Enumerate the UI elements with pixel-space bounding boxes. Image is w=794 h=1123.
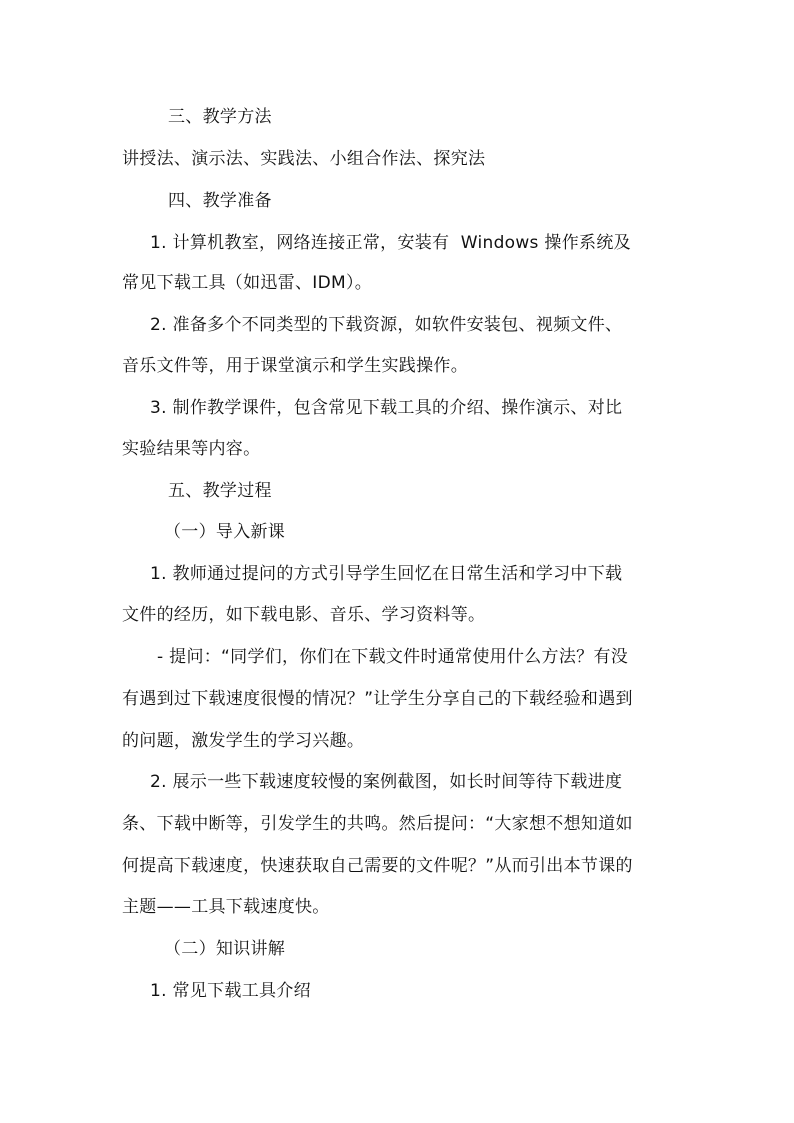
paragraph-line: 实验结果等内容。	[122, 439, 261, 459]
subheading-knowledge-explanation: （二）知识讲解	[164, 939, 286, 959]
paragraph-line: 2. 准备多个不同类型的下载资源，如软件安装包、视频文件、	[150, 315, 623, 335]
subheading-introduction: （一）导入新课	[164, 522, 286, 542]
paragraph-line: - 提问：“同学们，你们在下载文件时通常使用什么方法？有没	[157, 647, 629, 667]
paragraph-line: 文件的经历，如下载电影、音乐、学习资料等。	[122, 605, 486, 625]
paragraph-line: 的问题，激发学生的学习兴趣。	[122, 731, 365, 751]
paragraph-line: 1. 计算机教室，网络连接正常，安装有 Windows 操作系统及	[150, 233, 631, 253]
paragraph-line: 有遇到过下载速度很慢的情况？”让学生分享自己的下载经验和遇到	[122, 689, 633, 709]
paragraph-line: 1. 常见下载工具介绍	[150, 981, 311, 1001]
teaching-methods-list: 讲授法、演示法、实践法、小组合作法、探究法	[122, 149, 486, 169]
heading-teaching-process: 五、教学过程	[168, 481, 272, 501]
paragraph-line: 1. 教师通过提问的方式引导学生回忆在日常生活和学习中下载	[150, 564, 623, 584]
paragraph-line: 3. 制作教学课件，包含常见下载工具的介绍、操作演示、对比	[150, 398, 623, 418]
paragraph-line: 条、下载中断等，引发学生的共鸣。然后提问：“大家想不想知道如	[122, 814, 633, 834]
paragraph-line: 何提高下载速度，快速获取自己需要的文件呢？”从而引出本节课的	[122, 856, 633, 876]
paragraph-line: 音乐文件等，用于课堂演示和学生实践操作。	[122, 356, 468, 376]
paragraph-line: 主题——工具下载速度快。	[122, 897, 330, 917]
paragraph-line: 2. 展示一些下载速度较慢的案例截图，如长时间等待下载进度	[150, 772, 623, 792]
heading-teaching-methods: 三、教学方法	[168, 107, 272, 127]
heading-teaching-preparation: 四、教学准备	[168, 191, 272, 211]
paragraph-line: 常见下载工具（如迅雷、IDM）。	[122, 273, 373, 293]
